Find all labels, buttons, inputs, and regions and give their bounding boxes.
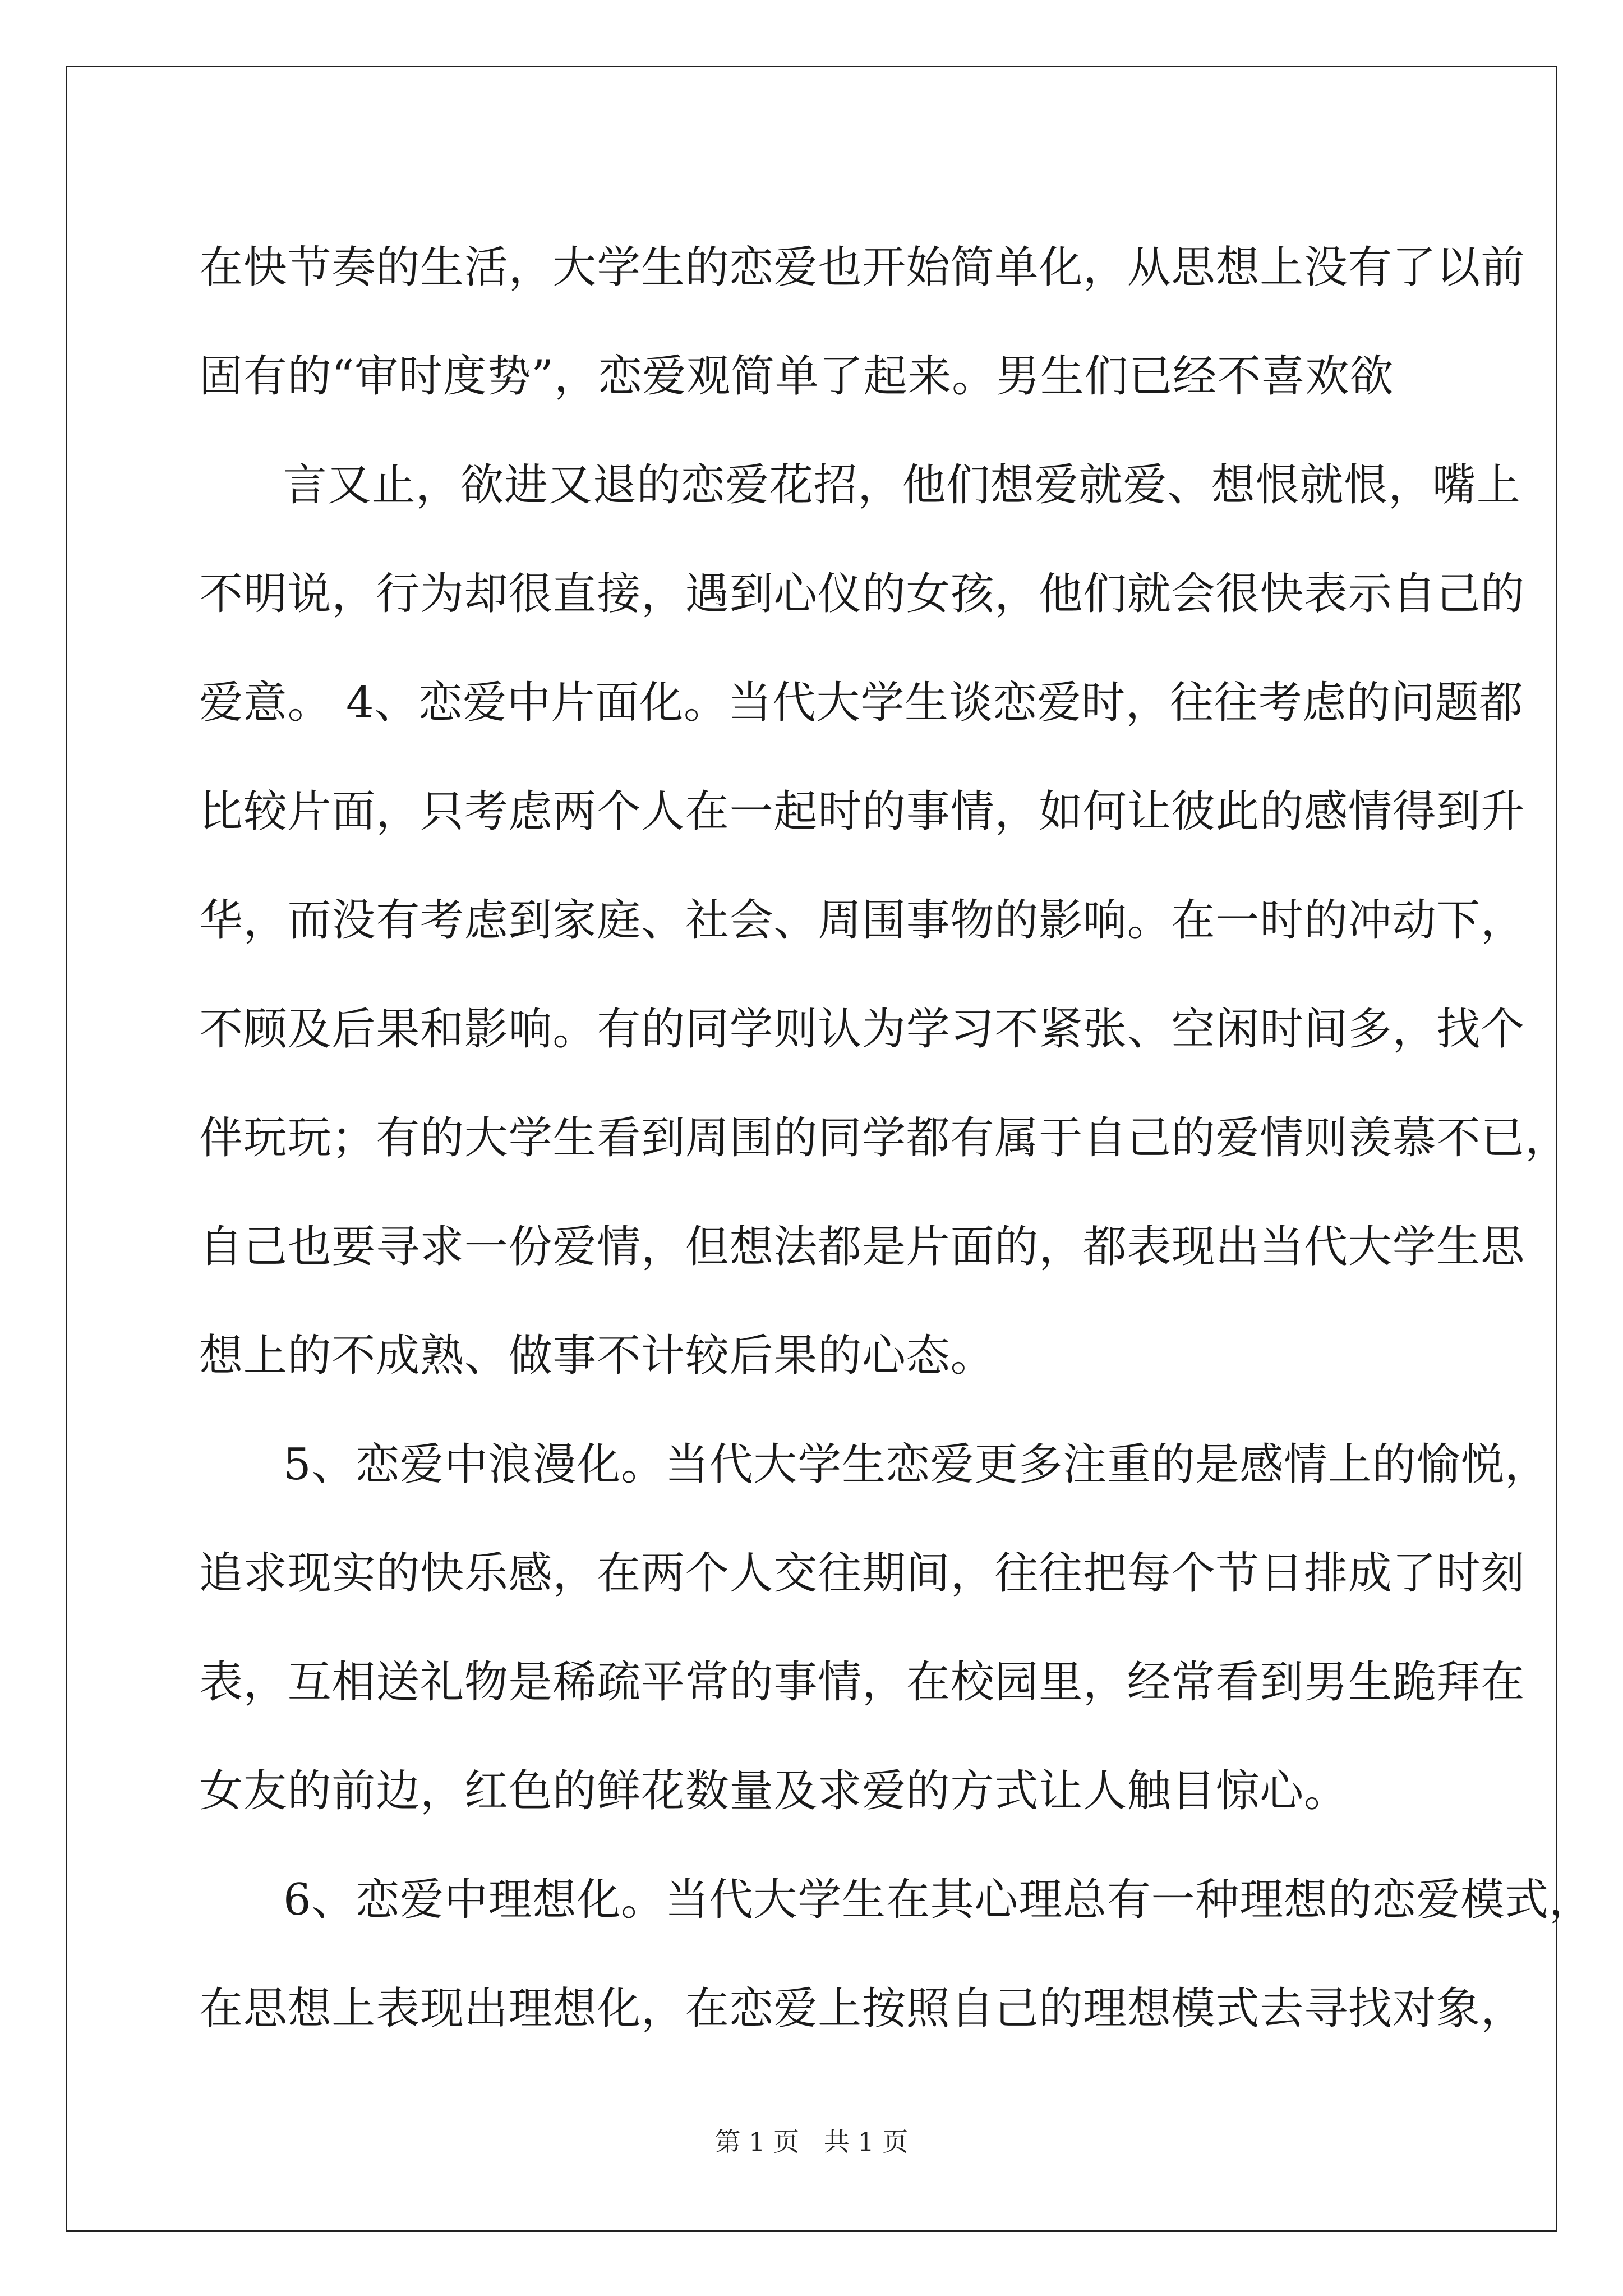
text-line: 在思想上表现出理想化，在恋爱上按照自己的理想模式去寻找对象， (199, 1984, 1525, 2034)
text-line: 比较片面，只考虑两个人在一起时的事情，如何让彼此的感情得到升 (199, 786, 1525, 837)
text-line: 5、恋爱中浪漫化。当代大学生恋爱更多注重的是感情上的愉悦， (283, 1439, 1549, 1490)
text-line: 不顾及后果和影响。有的同学则认为学习不紧张、空闲时间多，找个 (199, 1004, 1525, 1055)
text-line: 固有的“审时度势”，恋爱观简单了起来。男生们已经不喜欢欲 (199, 351, 1394, 402)
text-line: 追求现实的快乐感，在两个人交往期间，往往把每个节日排成了时刻 (199, 1548, 1525, 1599)
text-line: 不明说，行为却很直接，遇到心仪的女孩，他们就会很快表示自己的 (199, 569, 1525, 619)
page-number-footer: 第 1 页 共 1 页 (714, 2127, 909, 2157)
document-body (199, 213, 1593, 2063)
text-line: 表，互相送礼物是稀疏平常的事情，在校园里，经常看到男生跪拜在 (199, 1657, 1525, 1708)
text-line: 想上的不成熟、做事不计较后果的心态。 (199, 1331, 995, 1381)
text-line: 女友的前边，红色的鲜花数量及求爱的方式让人触目惊心。 (199, 1766, 1348, 1816)
text-line: 6、恋爱中理想化。当代大学生在其心理总有一种理想的恋爱模式， (283, 1875, 1593, 1925)
text-line: 在快节奏的生活，大学生的恋爱也开始简单化，从思想上没有了以前 (199, 242, 1525, 293)
text-line: 伴玩玩；有的大学生看到周围的同学都有属于自己的爱情则羡慕不已， (199, 1113, 1569, 1163)
text-line: 爱意。 4、恋爱中片面化。当代大学生谈恋爱时，往往考虑的问题都 (199, 678, 1524, 728)
text-line: 华，而没有考虑到家庭、社会、周围事物的影响。在一时的冲动下， (199, 895, 1525, 946)
text-line: 言又止，欲进又退的恋爱花招，他们想爱就爱、想恨就恨，嘴上 (283, 460, 1521, 510)
text-line: 自己也要寻求一份爱情，但想法都是片面的，都表现出当代大学生思 (199, 1222, 1525, 1272)
